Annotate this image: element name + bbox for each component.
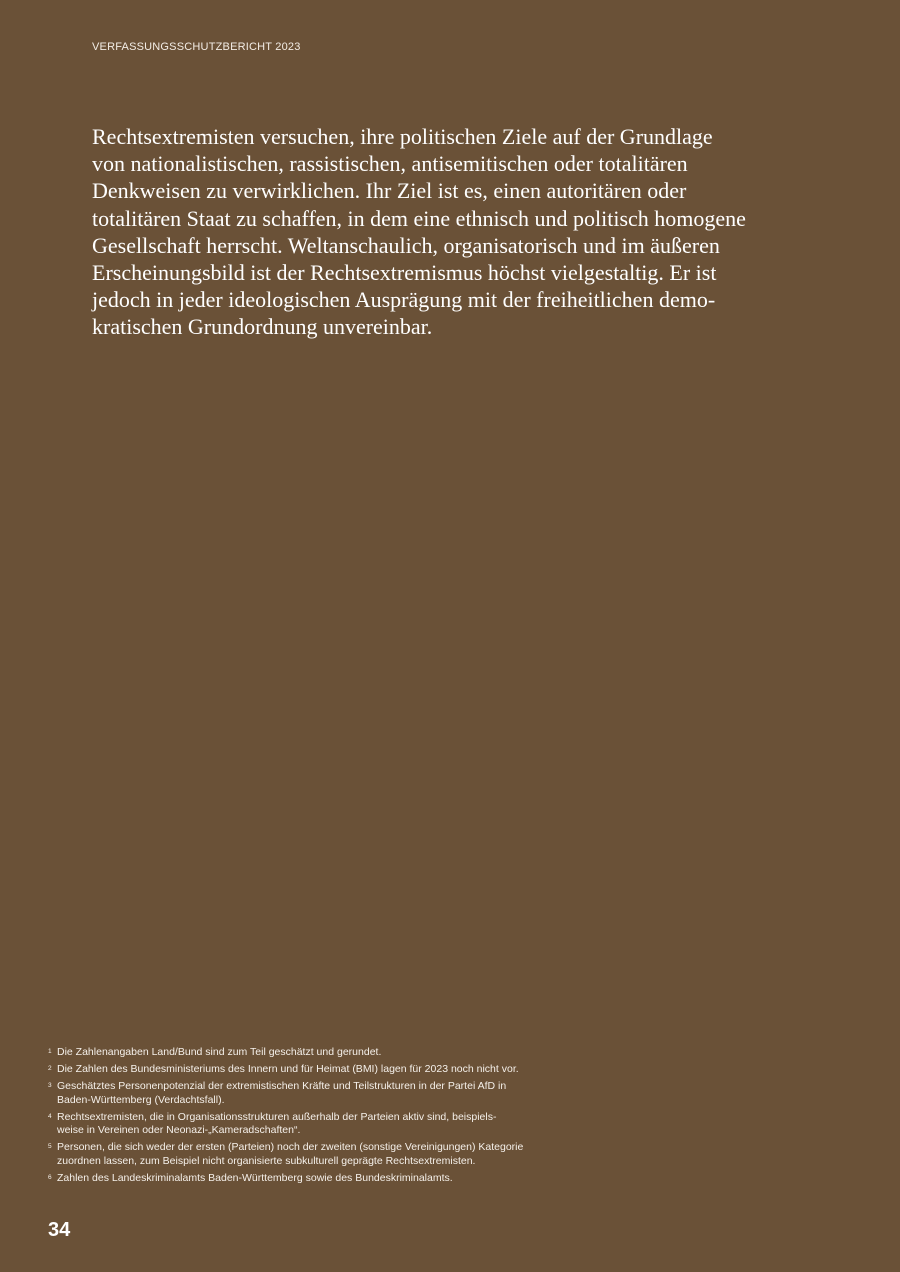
intro-line: von nationalistischen, rassistischen, antisemitischen oder totalitären xyxy=(92,151,688,177)
footnote-text: Geschätztes Personenpotenzial der extremistischen Kräfte und Teilstrukturen in der Partei AfD in xyxy=(57,1080,507,1092)
intro-line: Rechtsextremisten versuchen, ihre politischen Ziele auf der Grundlage xyxy=(92,124,713,149)
footnote-text: Baden-Württemberg (Verdachtsfall). xyxy=(57,1093,225,1106)
footnote-text: Rechtsextremisten, die in Organisationsstrukturen außerhalb der Parteien aktiv sind, beispiels- xyxy=(57,1110,497,1123)
footnote-number: 1 xyxy=(48,1048,52,1055)
footnote-number: 4 xyxy=(48,1112,52,1120)
intro-line: Gesellschaft herrscht. Weltanschaulich, organisatorisch und im äußeren xyxy=(92,232,720,258)
page-number: 34 xyxy=(48,1219,71,1241)
footnote-text: Die Zahlenangaben Land/Bund sind zum Teil geschätzt und gerundet. xyxy=(57,1046,382,1058)
footnote xyxy=(48,1141,568,1168)
footnote-number: 3 xyxy=(48,1082,52,1089)
footnote-text: Die Zahlen des Bundesministeriums des Innern und für Heimat (BMI) lagen für 2023 noch nicht vor. xyxy=(57,1063,519,1075)
intro-line: kratischen Grundordnung unvereinbar. xyxy=(92,314,433,340)
footnote-number: 6 xyxy=(48,1173,52,1181)
footnote-text: Zahlen des Landeskriminalamts Baden-Württemberg sowie des Bundeskriminalamts. xyxy=(57,1171,453,1184)
running-header: VERFASSUNGSSCHUTZBERICHT 2023 xyxy=(92,41,301,53)
footnote-text: weise in Vereinen oder Neonazi-„Kameradschaften“. xyxy=(57,1124,301,1136)
footnote xyxy=(48,1111,568,1138)
footnote xyxy=(48,1063,568,1077)
footnote xyxy=(48,1080,568,1107)
footnote-number: 2 xyxy=(48,1065,52,1072)
footnote xyxy=(48,1172,568,1186)
footnote-text: zuordnen lassen, zum Beispiel nicht organisierte subkulturell geprägte Rechtsextremisten. xyxy=(57,1154,476,1167)
footnote-number: 5 xyxy=(48,1143,52,1150)
footnotes-list xyxy=(48,1046,568,1189)
intro-line: jedoch in jeder ideologischen Ausprägung mit der freiheitlichen demo- xyxy=(92,287,716,313)
intro-paragraph xyxy=(92,123,812,341)
footnote xyxy=(48,1046,568,1060)
intro-line: Erscheinungsbild ist der Rechtsextremismus höchst vielgestaltig. Er ist xyxy=(92,260,717,286)
intro-line: Denkweisen zu verwirklichen. Ihr Ziel ist es, einen autoritären oder xyxy=(92,178,687,204)
footnote-text: Personen, die sich weder der ersten (Parteien) noch der zweiten (sonstige Vereinigungen) Kategorie xyxy=(57,1141,524,1153)
intro-line: totalitären Staat zu schaffen, in dem eine ethnisch und politisch homogene xyxy=(92,205,746,231)
